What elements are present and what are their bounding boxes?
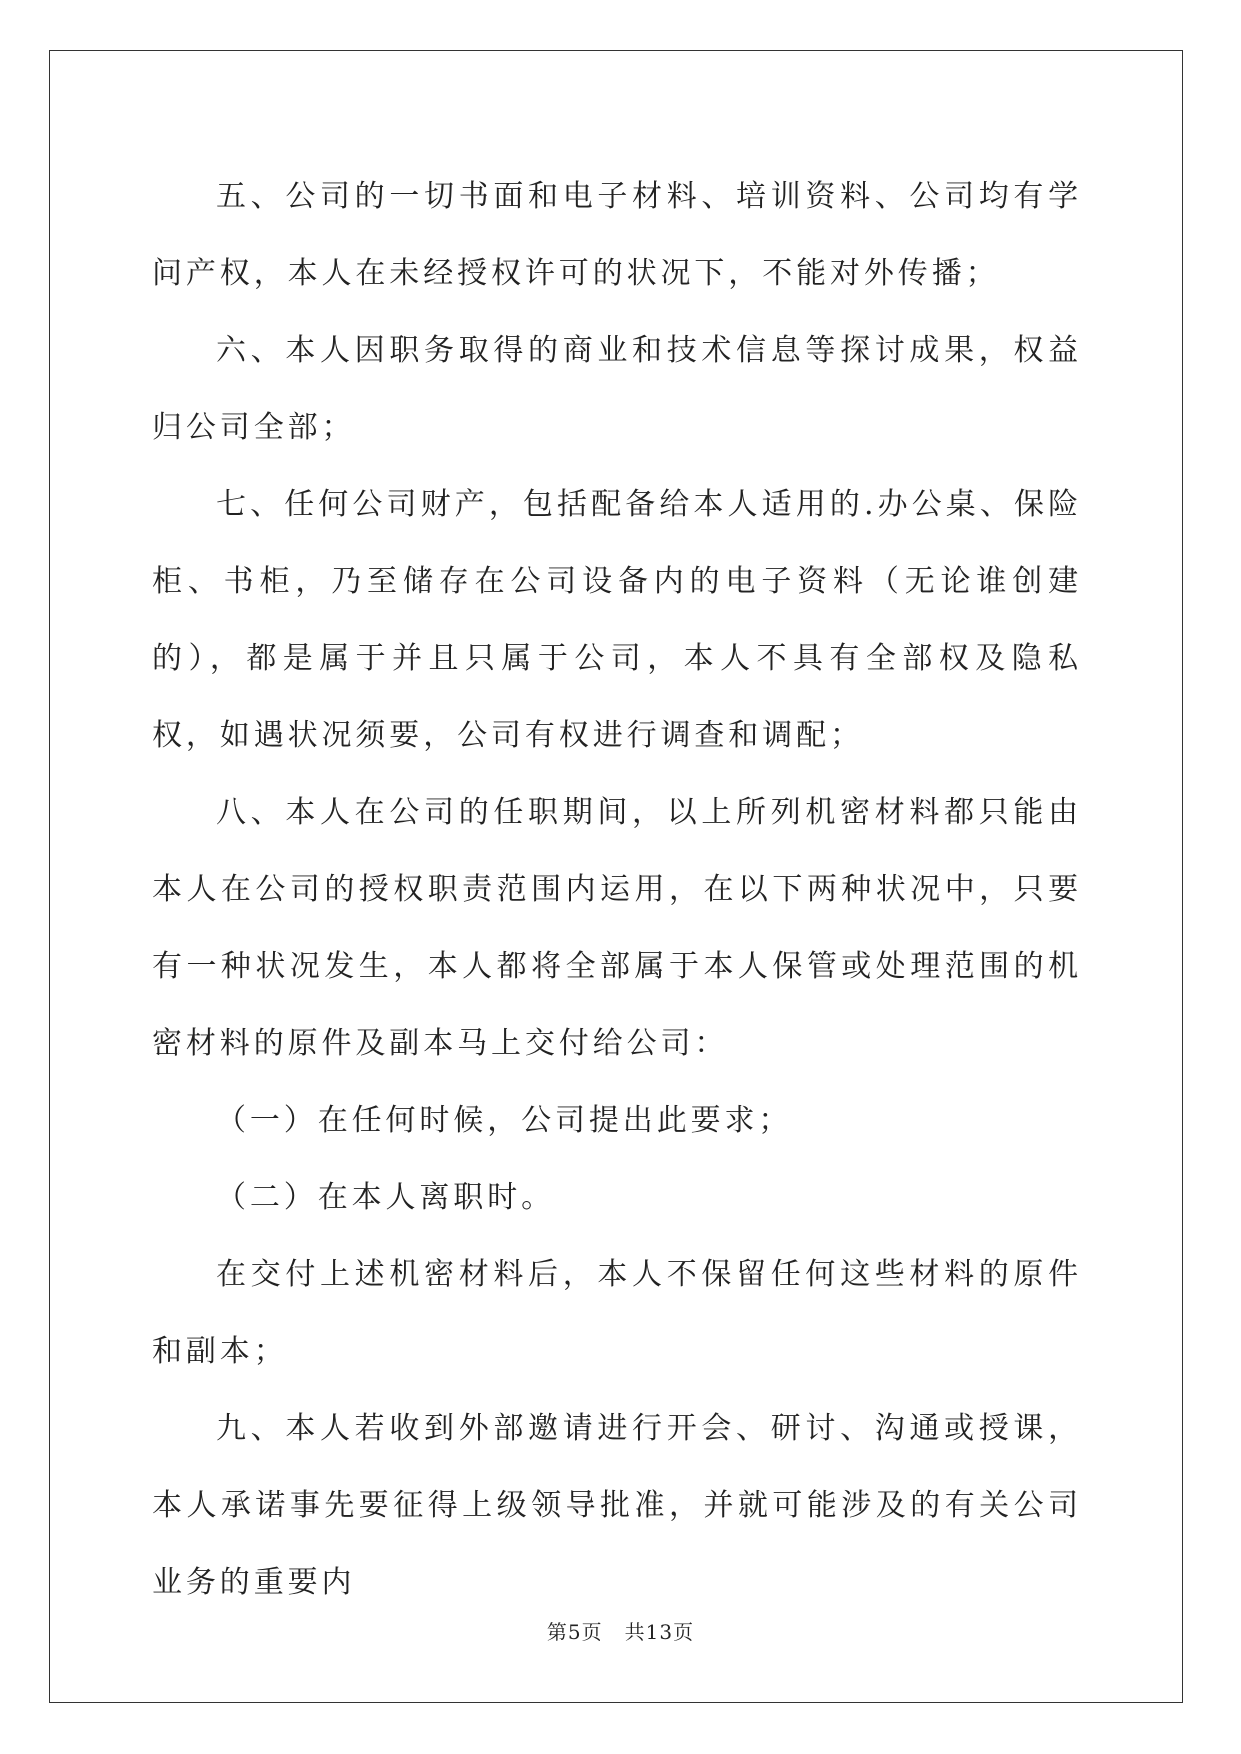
footer-spacer [603, 1620, 625, 1644]
paragraph-7: 七、任何公司财产，包括配备给本人适用的.办公桌、保险柜、书柜，乃至储存在公司设备内的电子资料（无论谁创建的），都是属于并且只属于公司，本人不具有全部权及隐私权，如遇状况须要，公司有权进行调查和调配； [152, 487, 1082, 753]
paragraph-8-item-1: （一）在任何时候，公司提出此要求； [216, 1103, 793, 1138]
paragraph-5: 五、公司的一切书面和电子材料、培训资料、公司均有学问产权，本人在未经授权许可的状况下，不能对外传播； [152, 179, 1082, 291]
document-body [152, 158, 1082, 1621]
paragraph-9: 九、本人若收到外部邀请进行开会、研讨、沟通或授课，本人承诺事先要征得上级领导批准，并就可能涉及的有关公司业务的重要内 [152, 1411, 1082, 1600]
paragraph-8-note: 在交付上述机密材料后，本人不保留任何这些材料的原件和副本； [152, 1257, 1082, 1369]
page-footer [0, 1616, 1241, 1645]
page-total: 共13页 [624, 1620, 695, 1644]
paragraph-6: 六、本人因职务取得的商业和技术信息等探讨成果，权益归公司全部； [152, 333, 1082, 445]
paragraph-8: 八、本人在公司的任职期间，以上所列机密材料都只能由本人在公司的授权职责范围内运用，在以下两种状况中，只要有一种状况发生，本人都将全部属于本人保管或处理范围的机密材料的原件及副本马上交付给公司： [152, 795, 1082, 1061]
paragraph-8-item-2: （二）在本人离职时。 [216, 1180, 555, 1215]
page-number: 第5页 [546, 1620, 603, 1644]
